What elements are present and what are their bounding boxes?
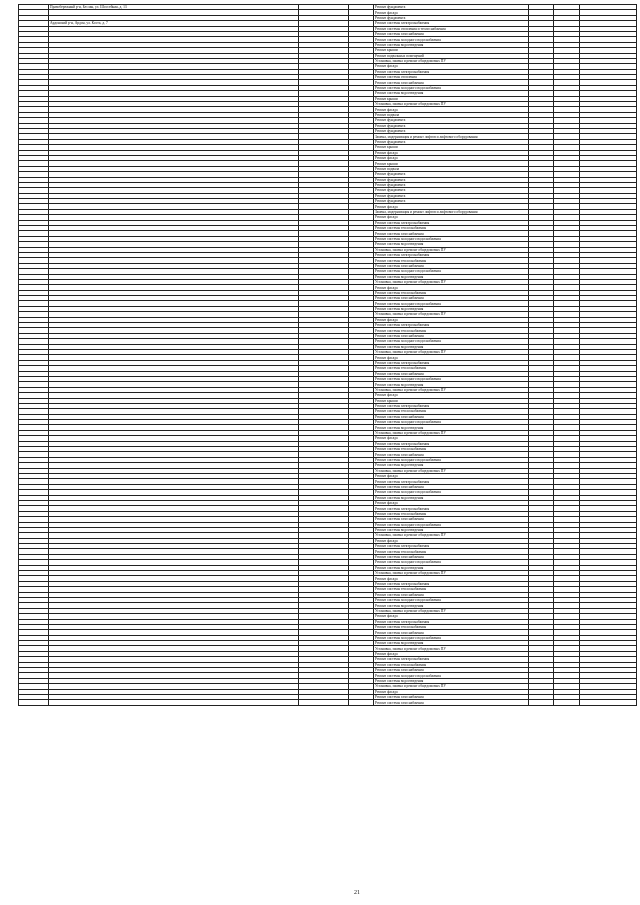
cell-work: Ремонт системы теплоснабжения	[374, 662, 529, 667]
cell-work: Ремонт системы электроснабжения	[374, 21, 529, 26]
cell-work: Установка, замена и ремонт общедомовых ПУ	[374, 533, 529, 538]
cell-work: Ремонт системы электроснабжения	[374, 69, 529, 74]
cell-work: Ремонт фундамента	[374, 123, 529, 128]
cell-work: Ремонт системы холодного водоснабжения	[374, 635, 529, 640]
cell-work: Ремонт фундамента	[374, 128, 529, 133]
cell-address	[49, 700, 299, 705]
cell-work: Ремонт системы холодного водоснабжения	[374, 301, 529, 306]
cell-work: Ремонт фасада	[374, 285, 529, 290]
cell-work: Ремонт системы холодного водоснабжения	[374, 339, 529, 344]
cell-work: Установка, замена и ремонт общедомовых ПУ	[374, 247, 529, 252]
cell-work: Ремонт системы газоснабжения	[374, 263, 529, 268]
repair-schedule-table	[18, 4, 637, 706]
cell-work: Ремонт системы газоснабжения	[374, 414, 529, 419]
cell-work: Ремонт системы водоотведения	[374, 306, 529, 311]
cell-work: Ремонт крыши	[374, 145, 529, 150]
cell-work: Ремонт фасада	[374, 204, 529, 209]
cell-work: Ремонт системы водоотведения	[374, 495, 529, 500]
cell-work: Ремонт фасада	[374, 689, 529, 694]
cell-work: Установка, замена и ремонт общедомовых ПУ	[374, 608, 529, 613]
cell-work: Ремонт подвала	[374, 112, 529, 117]
cell-work: Ремонт крыши	[374, 48, 529, 53]
cell-work: Ремонт системы холодного водоснабжения	[374, 597, 529, 602]
cell-work: Ремонт фундамента	[374, 182, 529, 187]
cell-work: Ремонт фундамента	[374, 177, 529, 182]
cell-work: Ремонт системы отопления	[374, 75, 529, 80]
cell-amount	[580, 700, 637, 705]
cell-work: Ремонт системы холодного водоснабжения	[374, 522, 529, 527]
cell-work: Ремонт системы водоотведения	[374, 42, 529, 47]
cell-year-built	[299, 700, 349, 705]
cell-work: Ремонт системы электроснабжения	[374, 619, 529, 624]
cell-plan	[554, 700, 580, 705]
cell-work: Ремонт системы газоснабжения	[374, 333, 529, 338]
cell-work: Ремонт системы теплоснабжения	[374, 587, 529, 592]
table-row	[19, 700, 637, 705]
cell-work: Ремонт системы газоснабжения	[374, 668, 529, 673]
cell-work: Ремонт фасада	[374, 436, 529, 441]
cell-work: Установка, замена и ремонт общедомовых ПУ	[374, 102, 529, 107]
cell-work: Ремонт системы отопления и теплоснабжения	[374, 26, 529, 31]
document-page	[18, 4, 636, 706]
cell-work: Ремонт фасада	[374, 155, 529, 160]
cell-work: Ремонт системы холодного водоснабжения	[374, 457, 529, 462]
cell-work: Ремонт системы теплоснабжения	[374, 366, 529, 371]
cell-work: Ремонт фасада	[374, 473, 529, 478]
cell-address: Ардонский р-н, Ардон, ул. Коста, д. 7	[49, 21, 299, 26]
cell-work: Ремонт системы электроснабжения	[374, 479, 529, 484]
cell-work: Ремонт фасада	[374, 538, 529, 543]
cell-work: Ремонт системы водоотведения	[374, 565, 529, 570]
cell-work: Ремонт фундамента	[374, 139, 529, 144]
cell-work: Установка, замена и ремонт общедомовых ПУ	[374, 571, 529, 576]
cell-work: Ремонт фундамента	[374, 5, 529, 10]
cell-work: Ремонт системы водоотведения	[374, 527, 529, 532]
cell-work: Ремонт системы водоотведения	[374, 274, 529, 279]
cell-work: Ремонт системы электроснабжения	[374, 220, 529, 225]
cell-work: Ремонт системы газоснабжения	[374, 554, 529, 559]
cell-work: Ремонт системы газоснабжения	[374, 484, 529, 489]
cell-work: Ремонт фундамента	[374, 118, 529, 123]
cell-work: Ремонт системы электроснабжения	[374, 360, 529, 365]
cell-work: Ремонт системы газоснабжения	[374, 517, 529, 522]
cell-work: Ремонт крыши	[374, 398, 529, 403]
cell-work: Ремонт системы холодного водоснабжения	[374, 560, 529, 565]
cell-work: Ремонт системы газоснабжения	[374, 371, 529, 376]
cell-work: Установка, замена и ремонт общедомовых ПУ	[374, 312, 529, 317]
cell-work: Ремонт системы теплоснабжения	[374, 511, 529, 516]
cell-work: Ремонт фундамента	[374, 15, 529, 20]
cell-work: Ремонт системы электроснабжения	[374, 441, 529, 446]
cell-work: Ремонт фундамента	[374, 193, 529, 198]
cell-work: Ремонт фасада	[374, 651, 529, 656]
cell-work: Ремонт системы газоснабжения	[374, 592, 529, 597]
cell-work: Ремонт системы электроснабжения	[374, 657, 529, 662]
cell-work: Ремонт фасада	[374, 64, 529, 69]
cell-work: Ремонт системы холодного водоснабжения	[374, 37, 529, 42]
cell-work: Ремонт крыши	[374, 161, 529, 166]
cell-work: Ремонт фасада	[374, 576, 529, 581]
cell-work: Ремонт системы газоснабжения	[374, 231, 529, 236]
cell-work: Ремонт фасада	[374, 393, 529, 398]
cell-work: Ремонт фасада	[374, 355, 529, 360]
cell-work: Замена, модернизация и ремонт лифтов и лифтового оборудования	[374, 134, 529, 139]
cell-work: Ремонт фасада	[374, 215, 529, 220]
cell-work: Ремонт системы теплоснабжения	[374, 447, 529, 452]
cell-work: Ремонт системы водоотведения	[374, 425, 529, 430]
cell-work: Ремонт системы водоотведения	[374, 678, 529, 683]
cell-work: Установка, замена и ремонт общедомовых ПУ	[374, 646, 529, 651]
cell-work: Ремонт фасада	[374, 614, 529, 619]
cell-work: Ремонт системы электроснабжения	[374, 323, 529, 328]
cell-work: Ремонт подвальных помещений	[374, 53, 529, 58]
cell-work: Ремонт системы газоснабжения	[374, 630, 529, 635]
cell-work: Ремонт системы газоснабжения	[374, 452, 529, 457]
cell-work: Ремонт фасада	[374, 107, 529, 112]
cell-work: Ремонт системы теплоснабжения	[374, 549, 529, 554]
cell-work: Ремонт фасада	[374, 317, 529, 322]
cell-work: Ремонт системы холодного водоснабжения	[374, 490, 529, 495]
cell-work: Ремонт системы водоотведения	[374, 463, 529, 468]
cell-work: Ремонт фасада	[374, 500, 529, 505]
cell-work: Установка, замена и ремонт общедомовых ПУ	[374, 279, 529, 284]
cell-work: Ремонт системы теплоснабжения	[374, 328, 529, 333]
table-body	[19, 5, 637, 706]
cell-year-end	[529, 700, 554, 705]
cell-work: Ремонт системы газоснабжения	[374, 296, 529, 301]
cell-work: Ремонт подвала	[374, 166, 529, 171]
cell-work: Ремонт системы электроснабжения	[374, 544, 529, 549]
cell-work: Ремонт системы теплоснабжения	[374, 258, 529, 263]
cell-work: Ремонт системы водоотведения	[374, 242, 529, 247]
cell-work: Установка, замена и ремонт общедомовых ПУ	[374, 58, 529, 63]
cell-work: Ремонт фасада	[374, 150, 529, 155]
cell-work: Ремонт системы холодного водоснабжения	[374, 420, 529, 425]
cell-address: Правобережный р-н, Беслан, ул. Шоссейная, д. 13	[49, 5, 299, 10]
cell-work: Ремонт системы электроснабжения	[374, 506, 529, 511]
cell-work: Ремонт системы газоснабжения	[374, 700, 529, 705]
cell-work: Установка, замена и ремонт общедомовых ПУ	[374, 468, 529, 473]
cell-id	[19, 700, 49, 705]
cell-work: Ремонт системы холодного водоснабжения	[374, 376, 529, 381]
cell-work: Ремонт системы теплоснабжения	[374, 624, 529, 629]
cell-work: Установка, замена и ремонт общедомовых ПУ	[374, 430, 529, 435]
cell-work: Ремонт системы холодного водоснабжения	[374, 236, 529, 241]
cell-work: Ремонт системы теплоснабжения	[374, 226, 529, 231]
cell-work: Ремонт фасада	[374, 10, 529, 15]
cell-work: Ремонт системы газоснабжения	[374, 31, 529, 36]
cell-work: Ремонт системы холодного водоснабжения	[374, 269, 529, 274]
cell-work: Ремонт крыши	[374, 96, 529, 101]
cell-work: Установка, замена и ремонт общедомовых ПУ	[374, 387, 529, 392]
cell-work: Ремонт фундамента	[374, 188, 529, 193]
cell-work: Ремонт системы газоснабжения	[374, 80, 529, 85]
cell-work: Ремонт системы водоотведения	[374, 344, 529, 349]
cell-work: Ремонт фундамента	[374, 172, 529, 177]
cell-work: Ремонт системы водоотведения	[374, 641, 529, 646]
cell-work: Ремонт фундамента	[374, 199, 529, 204]
cell-work: Ремонт системы газоснабжения	[374, 695, 529, 700]
cell-work: Ремонт системы электроснабжения	[374, 403, 529, 408]
cell-work: Ремонт системы водоотведения	[374, 91, 529, 96]
page-number: 21	[354, 890, 360, 896]
cell-work: Ремонт системы теплоснабжения	[374, 409, 529, 414]
cell-work: Ремонт системы электроснабжения	[374, 581, 529, 586]
cell-work: Ремонт системы водоотведения	[374, 382, 529, 387]
cell-work: Установка, замена и ремонт общедомовых ПУ	[374, 684, 529, 689]
cell-work: Ремонт системы холодного водоснабжения	[374, 85, 529, 90]
cell-year-start	[349, 700, 374, 705]
cell-work: Ремонт системы электроснабжения	[374, 252, 529, 257]
cell-work: Установка, замена и ремонт общедомовых ПУ	[374, 350, 529, 355]
cell-work: Замена, модернизация и ремонт лифтов и лифтового оборудования	[374, 209, 529, 214]
cell-work: Ремонт системы холодного водоснабжения	[374, 673, 529, 678]
cell-work: Ремонт системы теплоснабжения	[374, 290, 529, 295]
cell-work: Ремонт системы водоотведения	[374, 603, 529, 608]
